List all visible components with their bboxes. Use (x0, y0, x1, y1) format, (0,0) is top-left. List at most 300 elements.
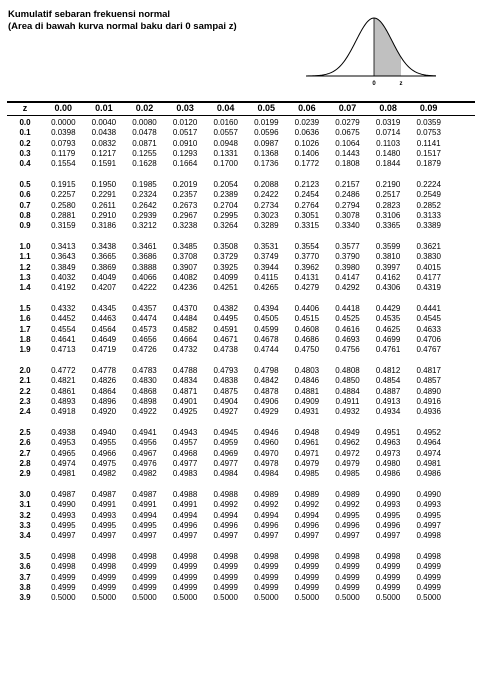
table-cell: 0.3078 (335, 210, 360, 220)
table-cell: 0.4994 (254, 510, 279, 520)
table-cell: 0.4887 (375, 386, 401, 396)
table-cell: 0.2257 (51, 190, 76, 200)
table-cell: 0.4693 (335, 334, 360, 344)
table-cell: 0.1179 (51, 148, 76, 158)
table-cell: 0.4656 (132, 334, 157, 344)
header-col: 0.08 (379, 103, 397, 113)
table-cell: 0.3106 (375, 210, 401, 220)
table-cell: 0.4177 (416, 272, 441, 282)
table-cell: 0.2939 (132, 210, 157, 220)
z-value: 2.0 (19, 366, 31, 375)
table-cell: 0.4812 (375, 366, 401, 375)
table-cell: 0.4875 (213, 386, 238, 396)
table-cell: 0.2157 (335, 180, 360, 189)
header-col: 0.06 (298, 103, 316, 113)
z-value: 1.9 (19, 345, 31, 355)
table-cell: 0.4985 (294, 469, 320, 479)
z-value: 2.1 (19, 376, 31, 386)
table-cell: 0.4995 (335, 510, 360, 520)
table-row (7, 304, 475, 314)
table-cell: 0.4953 (51, 438, 76, 448)
table-cell: 0.3962 (294, 262, 320, 272)
z-value: 1.5 (19, 304, 31, 313)
table-cell: 0.4625 (375, 324, 401, 334)
table-cell: 0.4992 (254, 500, 279, 510)
table-cell: 0.3621 (416, 242, 441, 251)
table-cell: 0.4922 (132, 407, 157, 417)
table-cell: 0.4978 (254, 458, 279, 468)
table-cell: 0.2764 (294, 200, 320, 210)
table-cell: 0.4990 (416, 490, 441, 499)
table-cell: 0.4999 (375, 582, 401, 592)
header-col: 0.00 (54, 103, 73, 113)
table-cell: 0.4983 (172, 469, 198, 479)
table-cell: 0.4370 (172, 304, 198, 313)
table-cell: 0.4406 (294, 304, 320, 313)
table-cell: 0.5000 (416, 593, 441, 603)
table-cell: 0.2794 (335, 200, 360, 210)
table-cell: 0.4192 (51, 283, 76, 293)
table-cell: 0.0120 (172, 118, 198, 127)
table-cell: 0.4999 (294, 562, 320, 572)
table-row (7, 314, 475, 324)
table-row (7, 387, 475, 397)
table-cell: 0.4744 (254, 345, 279, 355)
table-cell: 0.5000 (132, 593, 157, 603)
table-cell: 0.5000 (294, 593, 320, 603)
table-cell: 0.4898 (132, 396, 157, 406)
table-cell: 0.3599 (375, 242, 401, 251)
table-cell: 0.0080 (132, 118, 157, 127)
z-value: 3.1 (19, 500, 31, 510)
table-cell: 0.4719 (91, 345, 117, 355)
table-row (7, 583, 475, 593)
table-cell: 0.4943 (172, 428, 198, 437)
table-cell: 0.0398 (51, 128, 76, 138)
table-cell: 0.4995 (416, 510, 441, 520)
table-cell: 0.2422 (254, 190, 279, 200)
table-cell: 0.4976 (132, 458, 157, 468)
table-cell: 0.4906 (254, 396, 279, 406)
z-value: 0.8 (19, 210, 31, 220)
table-row (7, 118, 475, 128)
table-cell: 0.5000 (335, 593, 360, 603)
table-cell: 0.4981 (416, 458, 441, 468)
table-cell: 0.5000 (51, 593, 76, 603)
table-cell: 0.2995 (213, 210, 238, 220)
table-cell: 0.2357 (172, 190, 198, 200)
table-cell: 0.1808 (335, 159, 360, 169)
table-cell: 0.4671 (213, 334, 238, 344)
table-cell: 0.4599 (254, 324, 279, 334)
table-cell: 0.3340 (335, 221, 360, 231)
table-cell: 0.4394 (254, 304, 279, 313)
table-row (7, 273, 475, 283)
table-cell: 0.4884 (335, 386, 360, 396)
table-cell: 0.4713 (51, 345, 76, 355)
table-cell: 0.4959 (213, 438, 238, 448)
table-cell: 0.4306 (375, 283, 401, 293)
table-cell: 0.4162 (375, 272, 401, 282)
table-cell: 0.4147 (335, 272, 360, 282)
table-row (7, 531, 475, 541)
table-cell: 0.0517 (172, 128, 198, 138)
table-cell: 0.1331 (213, 148, 238, 158)
table-cell: 0.3264 (213, 221, 238, 231)
table-cell: 0.4998 (91, 552, 117, 561)
table-cell: 0.1664 (172, 159, 198, 169)
table-cell: 0.3849 (51, 262, 76, 272)
table-cell: 0.4941 (132, 428, 157, 437)
table-cell: 0.4868 (132, 386, 157, 396)
table-cell: 0.4984 (254, 469, 279, 479)
z-value: 3.8 (19, 582, 31, 592)
table-cell: 0.4966 (91, 448, 117, 458)
table-cell: 0.2642 (132, 200, 157, 210)
table-cell: 0.0636 (294, 128, 320, 138)
table-cell: 0.3810 (375, 252, 401, 262)
table-cell: 0.4032 (51, 272, 76, 282)
table-cell: 0.4251 (213, 283, 238, 293)
table-cell: 0.0596 (254, 128, 279, 138)
table-cell: 0.3997 (375, 262, 401, 272)
table-cell: 0.4938 (51, 428, 76, 437)
table-cell: 0.4893 (51, 396, 76, 406)
table-cell: 0.4826 (91, 376, 117, 386)
table-cell: 0.0675 (335, 128, 360, 138)
table-cell: 0.4878 (254, 386, 279, 396)
table-cell: 0.4998 (172, 552, 198, 561)
table-cell: 0.2673 (172, 200, 198, 210)
table-row (7, 201, 475, 211)
table-cell: 0.4979 (294, 458, 320, 468)
table-cell: 0.4998 (51, 552, 76, 561)
table-cell: 0.4767 (416, 345, 441, 355)
table-cell: 0.4920 (91, 407, 117, 417)
table-cell: 0.4911 (335, 396, 360, 406)
table-cell: 0.3869 (91, 262, 117, 272)
table-cell: 0.4997 (254, 531, 279, 541)
table-row (7, 500, 475, 510)
table-cell: 0.4236 (172, 283, 198, 293)
table-cell: 0.4994 (213, 510, 238, 520)
header-z: z (22, 103, 28, 113)
z-value: 1.1 (19, 252, 31, 262)
table-row (7, 593, 475, 603)
table-cell: 0.4963 (375, 438, 401, 448)
table-cell: 0.4808 (335, 366, 360, 375)
table-cell: 0.4418 (335, 304, 360, 313)
table-cell: 0.0714 (375, 128, 401, 138)
table-cell: 0.4916 (416, 396, 441, 406)
table-cell: 0.4996 (172, 520, 198, 530)
table-row (7, 180, 475, 190)
table-cell: 0.0753 (416, 128, 441, 138)
table-cell: 0.4015 (416, 262, 441, 272)
z-value: 3.5 (19, 552, 31, 561)
table-cell: 0.0832 (91, 138, 117, 148)
table-cell: 0.2580 (51, 200, 76, 210)
z-value: 0.0 (19, 118, 31, 127)
table-cell: 0.4993 (375, 500, 401, 510)
table-cell: 0.4279 (294, 283, 320, 293)
z-value: 3.6 (19, 562, 31, 572)
table-cell: 0.4980 (375, 458, 401, 468)
table-cell: 0.4778 (91, 366, 117, 375)
table-cell: 0.3729 (213, 252, 238, 262)
table-cell: 0.2486 (335, 190, 360, 200)
table-row (7, 490, 475, 500)
table-cell: 0.2852 (416, 200, 441, 210)
table-cell: 0.4994 (294, 510, 320, 520)
table-cell: 0.2910 (91, 210, 117, 220)
table-cell: 0.4925 (172, 407, 198, 417)
table-cell: 0.4616 (335, 324, 360, 334)
table-cell: 0.2549 (416, 190, 441, 200)
table-cell: 0.4936 (416, 407, 441, 417)
table-cell: 0.4292 (335, 283, 360, 293)
table-cell: 0.1368 (254, 148, 279, 158)
z-value: 1.8 (19, 334, 31, 344)
table-cell: 0.4821 (51, 376, 76, 386)
table-cell: 0.4515 (294, 314, 320, 324)
table-cell: 0.4991 (91, 500, 117, 510)
header-col: 0.04 (216, 103, 235, 113)
table-cell: 0.2734 (254, 200, 279, 210)
table-cell: 0.4066 (132, 272, 157, 282)
table-cell: 0.4999 (254, 582, 279, 592)
table-cell: 0.4582 (172, 324, 198, 334)
z-value: 1.0 (19, 242, 31, 251)
table-cell: 0.4756 (335, 345, 360, 355)
table-cell: 0.4838 (213, 376, 238, 386)
table-cell: 0.4968 (172, 448, 198, 458)
table-cell: 0.0793 (51, 138, 76, 148)
table-cell: 0.4993 (416, 500, 441, 510)
table-cell: 0.4946 (254, 428, 279, 437)
table-cell: 0.4957 (172, 438, 198, 448)
table-cell: 0.4732 (172, 345, 198, 355)
table-cell: 0.4357 (132, 304, 157, 313)
shaded-area (374, 18, 401, 76)
table-row (7, 149, 475, 159)
table-cell: 0.4999 (416, 572, 441, 582)
table-cell: 0.4996 (294, 520, 320, 530)
table-cell: 0.2088 (254, 180, 279, 189)
table-cell: 0.4999 (132, 562, 157, 572)
z-value: 1.2 (19, 262, 31, 272)
table-cell: 0.1879 (416, 159, 441, 169)
table-cell: 0.4854 (375, 376, 401, 386)
table-cell: 0.4994 (172, 510, 198, 520)
table-row (7, 562, 475, 572)
table-cell: 0.4929 (254, 407, 279, 417)
header-col: 0.01 (95, 103, 113, 113)
table-cell: 0.4871 (172, 386, 198, 396)
table-cell: 0.4996 (335, 520, 360, 530)
table-cell: 0.4564 (91, 324, 117, 334)
table-cell: 0.4999 (335, 562, 360, 572)
table-cell: 0.4967 (132, 448, 157, 458)
table-cell: 0.4463 (91, 314, 117, 324)
table-cell: 0.4997 (416, 520, 441, 530)
table-cell: 0.4793 (213, 366, 238, 375)
table-cell: 0.4429 (375, 304, 401, 313)
table-cell: 0.4441 (416, 304, 441, 313)
table-cell: 0.3051 (294, 210, 320, 220)
table-cell: 0.4996 (375, 520, 401, 530)
table-cell: 0.1480 (375, 148, 401, 158)
table-cell: 0.0557 (213, 128, 238, 138)
z-value: 2.4 (19, 407, 31, 417)
table-cell: 0.3907 (172, 262, 198, 272)
table-cell: 0.4999 (51, 572, 76, 582)
table-cell: 0.4975 (91, 458, 117, 468)
table-row (7, 345, 475, 355)
table-cell: 0.4495 (213, 314, 238, 324)
table-row (7, 459, 475, 469)
table-cell: 0.4940 (91, 428, 117, 437)
table-cell: 0.4864 (91, 386, 117, 396)
table-cell: 0.4999 (254, 572, 279, 582)
table-row (7, 511, 475, 521)
table-cell: 0.3438 (91, 242, 117, 251)
table-cell: 0.4535 (375, 314, 401, 324)
table-cell: 0.5000 (375, 593, 401, 603)
table-cell: 0.3133 (416, 210, 441, 220)
table-cell: 0.4901 (172, 396, 198, 406)
table-cell: 0.3749 (254, 252, 279, 262)
table-cell: 0.4989 (254, 490, 279, 499)
table-cell: 0.4999 (172, 572, 198, 582)
z-value: 0.7 (19, 200, 31, 210)
table-cell: 0.4999 (172, 582, 198, 592)
table-cell: 0.2054 (213, 180, 238, 189)
table-cell: 0.3212 (132, 221, 157, 231)
table-cell: 0.1985 (132, 180, 157, 189)
z-value: 2.8 (19, 458, 31, 468)
z-value: 3.4 (19, 531, 31, 541)
table-cell: 0.4834 (172, 376, 198, 386)
table-cell: 0.4857 (416, 376, 441, 386)
table-cell: 0.5000 (172, 593, 198, 603)
table-cell: 0.0239 (294, 118, 320, 127)
table-cell: 0.4726 (132, 345, 157, 355)
table-cell: 0.2881 (51, 210, 76, 220)
z-value: 3.2 (19, 510, 31, 520)
table-cell: 0.4987 (91, 490, 117, 499)
table-cell: 0.4817 (416, 366, 441, 375)
table-cell: 0.0040 (91, 118, 117, 127)
table-cell: 0.4319 (416, 283, 441, 293)
table-cell: 0.4997 (51, 531, 76, 541)
table-cell: 0.1844 (375, 159, 401, 169)
table-cell: 0.3289 (254, 221, 279, 231)
table-row (7, 366, 475, 376)
table-cell: 0.4997 (375, 531, 401, 541)
table-cell: 0.3365 (375, 221, 401, 231)
table-cell: 0.4999 (254, 562, 279, 572)
table-cell: 0.4998 (51, 562, 76, 572)
table-cell: 0.2611 (91, 200, 116, 210)
table-cell: 0.0359 (416, 118, 441, 127)
table-cell: 0.1950 (91, 180, 117, 189)
table-cell: 0.4999 (172, 562, 198, 572)
table-cell: 0.2454 (294, 190, 320, 200)
table-cell: 0.3159 (51, 221, 76, 231)
table-cell: 0.4927 (213, 407, 238, 417)
table-cell: 0.4974 (416, 448, 441, 458)
table-cell: 0.4131 (294, 272, 320, 282)
table-cell: 0.1517 (416, 148, 441, 158)
table-cell: 0.4788 (172, 366, 198, 375)
table-cell: 0.4982 (132, 469, 157, 479)
table-cell: 0.3830 (416, 252, 441, 262)
table-cell: 0.4974 (51, 458, 76, 468)
bell-curve (306, 18, 436, 76)
table-cell: 0.4545 (416, 314, 441, 324)
table-cell: 0.4932 (335, 407, 360, 417)
table-cell: 0.4649 (91, 334, 117, 344)
table-cell: 0.3508 (213, 242, 238, 251)
table-cell: 0.4750 (294, 345, 320, 355)
table-row (7, 449, 475, 459)
table-cell: 0.4992 (294, 500, 320, 510)
table-cell: 0.4989 (294, 490, 320, 499)
table-cell: 0.2291 (91, 190, 117, 200)
table-row (7, 190, 475, 200)
table-cell: 0.3925 (213, 262, 238, 272)
table-cell: 0.4686 (294, 334, 320, 344)
table-cell: 0.4998 (416, 552, 441, 561)
table-cell: 0.1443 (335, 148, 360, 158)
table-cell: 0.4960 (254, 438, 279, 448)
table-cell: 0.4049 (91, 272, 117, 282)
table-cell: 0.4955 (91, 438, 117, 448)
table-cell: 0.4986 (416, 469, 441, 479)
table-cell: 0.4909 (294, 396, 320, 406)
table-cell: 0.0871 (132, 138, 157, 148)
table-cell: 0.4999 (294, 572, 320, 582)
table-cell: 0.4997 (172, 531, 198, 541)
table-cell: 0.4951 (375, 428, 401, 437)
z-value: 2.2 (19, 386, 31, 396)
table-cell: 0.4997 (91, 531, 117, 541)
table-cell: 0.4999 (132, 582, 157, 592)
table-cell: 0.4997 (335, 531, 360, 541)
table-cell: 0.4971 (294, 448, 320, 458)
table-cell: 0.4998 (375, 552, 401, 561)
table-cell: 0.4345 (91, 304, 117, 313)
z-value: 3.0 (19, 490, 31, 499)
table-cell: 0.5000 (213, 593, 238, 603)
table-cell: 0.0987 (254, 138, 279, 148)
table-cell: 0.4987 (51, 490, 76, 499)
table-cell: 0.0000 (51, 118, 76, 127)
table-cell: 0.4608 (294, 324, 320, 334)
header-col: 0.09 (419, 103, 438, 113)
table-cell: 0.4934 (375, 407, 401, 417)
table-subtitle: (Area di bawah kurva normal baku dari 0 sampai z) (8, 21, 237, 32)
table-cell: 0.4999 (375, 562, 401, 572)
table-cell: 0.1591 (91, 159, 117, 169)
label-z: z (399, 81, 403, 86)
table-cell: 0.4988 (172, 490, 198, 499)
table-cell: 0.4798 (254, 366, 279, 375)
z-value: 0.4 (19, 159, 31, 169)
table-cell: 0.1915 (51, 180, 76, 189)
table-cell: 0.3389 (416, 221, 441, 231)
